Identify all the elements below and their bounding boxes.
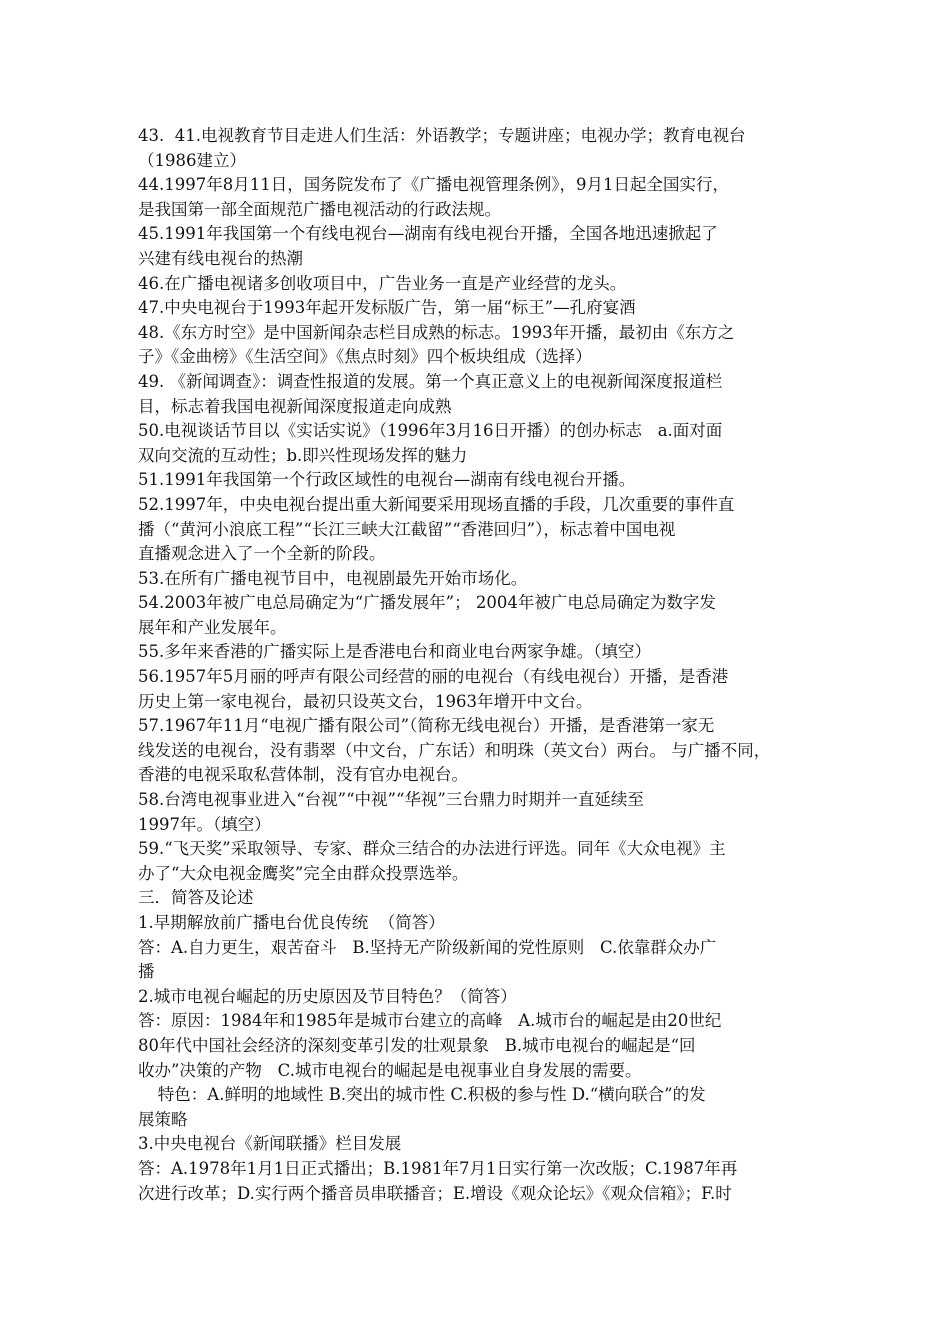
answer-line: 特色：A.鲜明的地域性 B.突出的城市性 C.积极的参与性 D.“横向联合”的发: [157, 1085, 706, 1105]
text-line: 播（“黄河小浪底工程”“长江三峡大江截留”“香港回归”），标志着中国电视: [138, 519, 676, 539]
text-line: 历史上第一家电视台，最初只设英文台，1963年增开中文台。: [138, 691, 593, 711]
text-line: 办了“大众电视金鹰奖”完全由群众投票选举。: [138, 863, 469, 883]
text-line: 53.在所有广播电视节目中，电视剧最先开始市场化。: [138, 568, 528, 588]
text-line: 50.电视谈话节目以《实话实说》（1996年3月16日开播）的创办标志 a.面对面: [138, 421, 723, 441]
answer-line: 展策略: [138, 1109, 188, 1129]
text-line: 直播观念进入了一个全新的阶段。: [138, 544, 386, 564]
text-line: 54.2003年被广电总局确定为“广播发展年”； 2004年被广电总局确定为数字发: [138, 593, 716, 613]
question-heading: 3.中央电视台《新闻联播》栏目发展: [138, 1134, 402, 1154]
text-line: 56.1957年5月丽的呼声有限公司经营的丽的电视台（有线电视台）开播，是香港: [138, 667, 729, 687]
text-line: 47.中央电视台于1993年起开发标版广告，第一届“标王”—孔府宴酒: [138, 298, 636, 318]
question-heading: 2.城市电视台崛起的历史原因及节目特色？（简答）: [138, 986, 517, 1006]
answer-line: 次进行改革；D.实行两个播音员串联播音；E.增设《观众论坛》《观众信箱》；F.时: [138, 1183, 732, 1203]
text-line: 子》《金曲榜》《生活空间》《焦点时刻》四个板块组成（选择）: [138, 347, 592, 367]
text-line: 49. 《新闻调查》：调查性报道的发展。第一个真正意义上的电视新闻深度报道栏: [138, 371, 723, 391]
text-line: 45.1991年我国第一个有线电视台—湖南有线电视台开播，全国各地迅速掀起了: [138, 224, 718, 244]
text-line: 双向交流的互动性；b.即兴性现场发挥的魅力: [138, 445, 468, 465]
text-line: 兴建有线电视台的热潮: [138, 248, 303, 268]
answer-line: 答：原因：1984年和1985年是城市台建立的高峰 A.城市台的崛起是由20世纪: [138, 1011, 722, 1031]
text-line: 线发送的电视台，没有翡翠（中文台，广东话）和明珠（英文台）两台。 与广播不同，: [138, 740, 771, 760]
text-line: 48.《东方时空》是中国新闻杂志栏目成熟的标志。1993年开播，最初由《东方之: [138, 322, 735, 342]
text-line: 52.1997年，中央电视台提出重大新闻要采用现场直播的手段，几次重要的事件直: [138, 494, 735, 514]
text-line: 51.1991年我国第一个行政区域性的电视台—湖南有线电视台开播。: [138, 470, 636, 490]
answer-line: 答：A.自力更生，艰苦奋斗 B.坚持无产阶级新闻的党性原则 C.依靠群众办广: [138, 937, 717, 957]
text-line: 香港的电视采取私营体制，没有官办电视台。: [138, 765, 468, 785]
question-heading: 1.早期解放前广播电台优良传统 （简答）: [138, 913, 445, 932]
text-line: 44.1997年8月11日，国务院发布了《广播电视管理条例》，9月1日起全国实行，: [138, 175, 729, 195]
text-line: 58.台湾电视事业进入“台视”“中视”“华视”三台鼎力时期并一直延续至: [138, 790, 644, 810]
text-line: 59.“飞天奖”采取领导、专家、群众三结合的办法进行评选。同年《大众电视》主: [138, 839, 726, 859]
text-line: 1997年。（填空）: [138, 814, 271, 834]
text-line: 43. 41.电视教育节目走进人们生活：外语教学；专题讲座；电视办学；教育电视台: [138, 126, 746, 145]
section-heading: 三．简答及论述: [138, 888, 254, 908]
document-page: [138, 124, 828, 1206]
text-line: 展年和产业发展年。: [138, 617, 287, 637]
answer-line: 收办”决策的产物 C.城市电视台的崛起是电视事业自身发展的需要。: [138, 1060, 642, 1080]
answer-line: 答：A.1978年1月1日正式播出；B.1981年7月1日实行第一次改版；C.1987年再: [138, 1158, 738, 1178]
text-line: 目，标志着我国电视新闻深度报道走向成熟: [138, 396, 452, 416]
text-line: 是我国第一部全面规范广播电视活动的行政法规。: [138, 199, 501, 219]
answer-line: 80年代中国社会经济的深刻变革引发的壮观景象 B.城市电视台的崛起是“回: [138, 1035, 696, 1055]
answer-line: 播: [138, 962, 155, 982]
text-line: 46.在广播电视诸多创收项目中，广告业务一直是产业经营的龙头。: [138, 273, 627, 293]
text-line: （1986建立）: [138, 150, 246, 170]
text-line: 57.1967年11月“电视广播有限公司”（简称无线电视台）开播，是香港第一家无: [138, 716, 715, 736]
text-line: 55.多年来香港的广播实际上是香港电台和商业电台两家争雄。（填空）: [138, 642, 651, 662]
